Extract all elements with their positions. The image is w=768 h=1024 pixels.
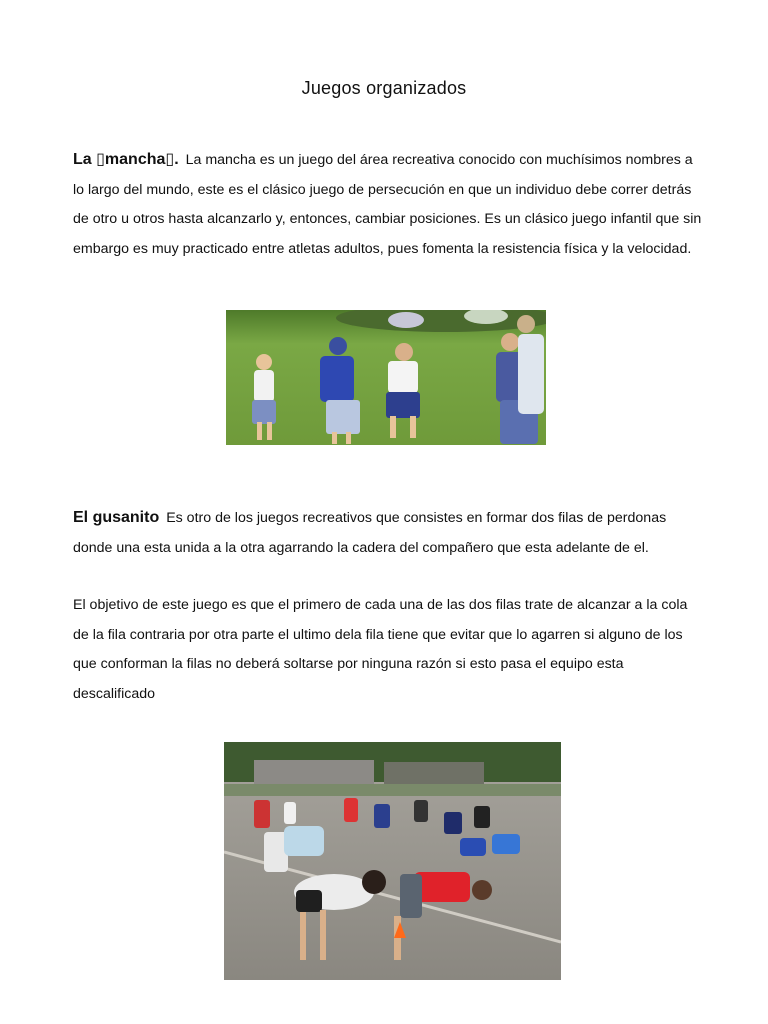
section-heading-la-mancha: La ▯mancha▯. [73, 151, 179, 168]
section-la-mancha [73, 145, 703, 264]
section-el-gusanito [73, 503, 703, 563]
section-heading-el-gusanito: El gusanito [73, 509, 160, 526]
photo-children-playing-tag [226, 310, 546, 445]
page-title: Juegos organizados [301, 78, 467, 98]
section-text-la-mancha: La mancha es un juego del área recreativa conocido con muchísimos nombres a lo largo del mundo, este es el clásico juego de persecución en que un individuo debe correr detrás de otro u otros hasta alcanzarlo y, entonces, cambiar posiciones. Es un clásico juego infantil que sin embargo es muy practicado entre atletas adultos, pues fomenta la resistencia física y la velocidad. [73, 152, 702, 257]
section-text-el-gusanito: Es otro de los juegos recreativos que consistes en formar dos filas de perdonas donde una esta unida a la otra agarrando la cadera del compañero que esta adelante de el. [73, 510, 667, 556]
section-el-gusanito-objective: El objetivo de este juego es que el primero de cada una de las dos filas trate de alcanzar a la cola de la fila contraria por otra parte el ultimo dela fila tiene que evitar que lo agarren si alguno de los que conforman la filas no deberá soltarse por ninguna razón si esto pasa el equipo esta descalificado [73, 597, 688, 702]
photo-people-playing-gusanito [224, 742, 561, 980]
